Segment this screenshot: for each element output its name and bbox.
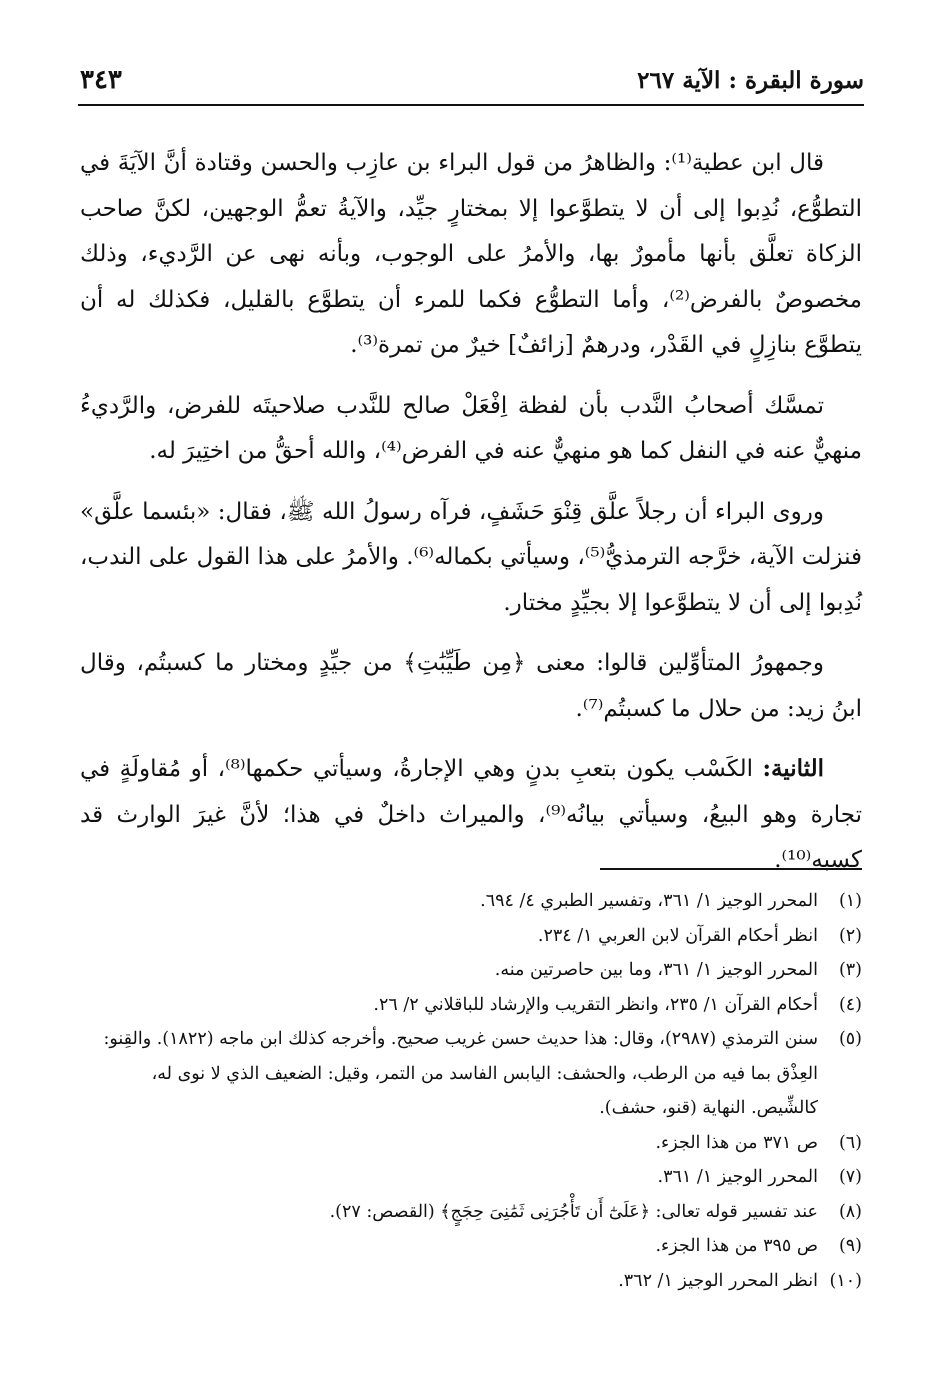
paragraph: [80, 140, 862, 369]
footnote-text: المحرر الوجيز ١/ ٣٦١، وتفسير الطبري ٤/ ٦٩٤.: [480, 891, 818, 911]
footnote-number: (٩): [838, 1236, 862, 1256]
footnote: [80, 1195, 862, 1230]
footnote-text: ص ٣٩٥ من هذا الجزء.: [655, 1236, 818, 1256]
paragraph-text: قال ابن عطية⁽¹⁾: والظاهرُ من قول البراء بن عازِب والحسن وقتادة أنَّ الآيَةَ في التطوُّع، نُدِبوا إلى أن لا يتطوَّعوا إلا بمختارٍ جيِّد، والآيةُ تعمُّ الوجهين، لكنَّ صاحب الزكاة تعلَّق بأنها مأمورٌ بها، والأمرُ على الوجوب، وبأنه نهى عن الرَّديء، وذلك مخصوصٌ بالفرض⁽²⁾، وأما التطوُّع فكما للمرء أن يتطوَّع بالقليل، فكذلك له أن يتطوَّع بنازِلٍ في القَدْر، ودرهمٌ [زائفٌ] خيرٌ من تمرة⁽³⁾.: [80, 150, 862, 358]
footnote-number: (١): [838, 891, 862, 911]
footnote-text: سنن الترمذي (٢٩٨٧)، وقال: هذا حديث حسن غريب صحيح. وأخرجه كذلك ابن ماجه (١٨٢٢). والقِنو: العِذْق بما فيه من الرطب، والحشف: اليابس الفاسد من التمر، وقيل: الضعيف الذي لا نوى له، كالشِّيص. النهاية (قنو، حشف).: [103, 1029, 818, 1118]
footnote-rule: [600, 868, 862, 870]
footnote-number: (٥): [838, 1029, 862, 1049]
footnote-text: انظر أحكام القرآن لابن العربي ١/ ٢٣٤.: [537, 925, 818, 946]
footnote-number: (٦): [838, 1132, 862, 1153]
running-head-title: سورة البقرة : الآية ٢٦٧: [637, 66, 864, 94]
footnote-number: (٢): [838, 925, 862, 946]
footnote: [80, 884, 862, 919]
footnote: [80, 953, 862, 988]
footnote-text: عند تفسير قوله تعالى: ﴿عَلَىٰٓ أَن تَأْجُرَنِى ثَمَٰنِىَ حِجَجٍ﴾ (القصص: ٢٧).: [329, 1201, 818, 1222]
footnote: [80, 1160, 862, 1195]
footnote-text: ص ٣٧١ من هذا الجزء.: [655, 1132, 818, 1153]
footnote-number: (١٠): [829, 1270, 862, 1291]
footnote-number: (٣): [838, 960, 862, 980]
footnote-number: (٤): [838, 994, 862, 1015]
footnote-text: انظر المحرر الوجيز ١/ ٣٦٢.: [618, 1270, 818, 1291]
page-number: ٣٤٣: [80, 65, 122, 95]
paragraph: [80, 383, 862, 475]
footnote-text: المحرر الوجيز ١/ ٣٦١.: [657, 1167, 818, 1187]
paragraph-text: تمسَّك أصحابُ النَّدب بأن لفظة اِفْعَلْ صالح للنَّدب صلاحيتَه للفرض، والرَّديءُ منهيٌّ عنه في النفل كما هو منهيٌّ عنه في الفرض⁽⁴⁾، والله أحقُّ من اختِيرَ له.: [80, 392, 862, 464]
paragraph: [80, 489, 862, 627]
footnotes: [80, 884, 862, 1298]
footnote: [80, 988, 862, 1023]
footnote-number: (٨): [838, 1201, 862, 1222]
footnote: [80, 1229, 862, 1264]
footnote: [80, 1264, 862, 1299]
paragraph: [80, 640, 862, 732]
paragraph: [80, 746, 862, 884]
paragraph-text: وجمهورُ المتأوِّلين قالوا: معنى ﴿مِن طَيِّبَٰتِ﴾ من جيِّدٍ ومختار ما كسبتُم، وقال ابنُ زيد: من حلال ما كسبتُم⁽⁷⁾.: [80, 650, 862, 722]
footnote: [80, 1126, 862, 1161]
header-rule: [78, 104, 864, 106]
paragraph-text: الكَسْب يكون بتعبِ بدنٍ وهي الإجارةُ، وسيأتي حكمها⁽⁸⁾، أو مُقاولَةٍ في تجارة وهو البيعُ، وسيأتي بيانُه⁽⁹⁾، والميراث داخلٌ في هذا؛ لأنَّ غيرَ الوارث قد كسبه⁽¹⁰⁾.: [80, 756, 862, 873]
footnote-number: (٧): [838, 1167, 862, 1187]
footnote-text: أحكام القرآن ١/ ٢٣٥، وانظر التقريب والإرشاد للباقلاني ٢/ ٢٦.: [373, 994, 818, 1015]
page-header: [80, 60, 864, 100]
footnote-text: المحرر الوجيز ١/ ٣٦١، وما بين حاصرتين منه.: [494, 960, 818, 980]
paragraph-label: الثانية:: [762, 755, 824, 782]
footnote: [80, 1022, 862, 1126]
footnote: [80, 919, 862, 954]
main-text: [80, 140, 862, 898]
paragraph-text: وروى البراء أن رجلاً علَّق قِنْوَ حَشَفٍ، فرآه رسولُ الله ﷺ، فقال: «بئسما علَّق» فنزلت الآية، خرَّجه الترمذيُّ⁽⁵⁾، وسيأتي بكماله⁽⁶⁾. والأمرُ على هذا القول على الندب، نُدِبوا إلى أن لا يتطوَّعوا إلا بجيِّدٍ مختار.: [80, 498, 863, 616]
